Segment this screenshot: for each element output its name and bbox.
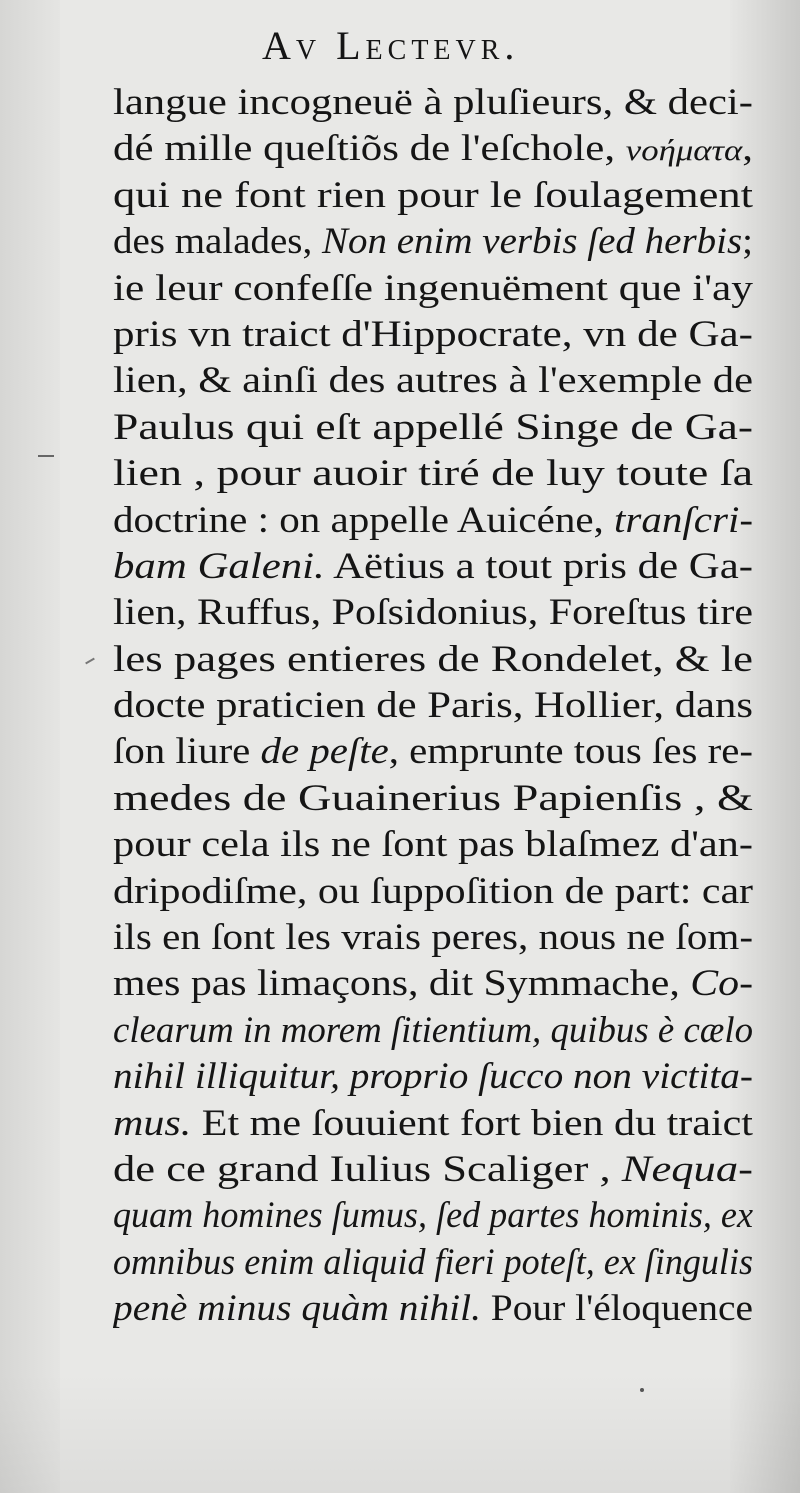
text-line (113, 1193, 763, 1239)
text-line (113, 358, 763, 404)
text-line (113, 822, 763, 868)
text-segment: Aëtius a tout pris de Ga- (324, 545, 753, 587)
margin-blemish (85, 658, 95, 665)
ink-speck (640, 1388, 644, 1392)
text-line (113, 126, 763, 172)
text-line (113, 544, 763, 590)
text-segment: lien, & ainſi des autres à l'exemple de (113, 360, 753, 402)
text-segment: docte praticien de Paris, Hollier, dans (113, 685, 753, 727)
text-line (113, 729, 763, 775)
text-line (113, 915, 763, 961)
text-line (113, 776, 763, 822)
text-segment: , (742, 128, 753, 170)
italic-text-segment: νοήματα (625, 134, 743, 168)
page-left-edge-shadow (0, 0, 60, 1493)
text-segment: langue incogneuë à pluſieurs, & deci- (113, 82, 753, 123)
text-line (113, 1286, 763, 1332)
text-segment: Pour l'éloquence (480, 1288, 753, 1330)
italic-text-segment: bam Galeni. (113, 545, 325, 587)
text-segment: ils en ſont les vrais peres, nous ne ſom- (113, 917, 753, 959)
text-line (113, 961, 763, 1007)
running-head: Av Lectevr. (262, 23, 520, 68)
text-line (113, 312, 763, 358)
text-line (113, 498, 763, 544)
page-bottom-shade (0, 1373, 800, 1493)
italic-text-segment: quam homines ſumus, ſed partes hominis, ex (113, 1195, 753, 1237)
text-line (113, 590, 763, 636)
text-segment: lien, Ruffus, Poſsidonius, Foreſtus tire (113, 592, 753, 634)
text-line (113, 219, 763, 265)
text-segment: Paulus qui eſt appellé Singe de Ga- (113, 406, 753, 448)
italic-text-segment: penè minus quàm nihil. (113, 1288, 481, 1330)
text-line (113, 266, 763, 312)
text-line (113, 1240, 763, 1286)
text-line (113, 683, 763, 729)
italic-text-segment: Nequa- (621, 1148, 753, 1190)
text-segment: doctrine : on appelle Auicéne, (113, 499, 615, 541)
text-line (113, 1054, 763, 1100)
text-segment: , emprunte tous ſes re- (388, 731, 753, 773)
italic-text-segment: mus. (113, 1102, 192, 1144)
text-segment: de ce grand Iulius Scaliger , (113, 1148, 622, 1190)
italic-text-segment: de peſte (260, 731, 389, 773)
italic-text-segment: clearum in morem ſitientium, quibus è cælo (113, 1009, 753, 1051)
italic-text-segment: Co- (690, 963, 753, 1005)
italic-text-segment: Non enim verbis ſed herbis (321, 221, 743, 263)
text-segment: des malades, (113, 221, 322, 263)
text-line (113, 80, 763, 126)
text-line (113, 173, 763, 219)
margin-blemish (38, 455, 54, 457)
text-line (113, 1101, 763, 1147)
text-segment: ie leur confeſſe ingenuëment que i'ay (113, 267, 753, 309)
text-segment: ; (742, 221, 753, 263)
text-line (113, 405, 763, 451)
text-segment: mes pas limaçons, dit Symmache, (113, 963, 691, 1005)
body-text (113, 80, 763, 1333)
text-segment: dripodiſme, ou ſuppoſition de part: car (113, 870, 753, 912)
text-segment: qui ne font rien pour le ſoulagement (113, 174, 753, 216)
text-line (113, 1008, 763, 1054)
text-segment: lien , pour auoir tiré de luy toute ſa (113, 453, 753, 495)
italic-text-segment: omnibus enim aliquid fieri poteſt, ex ſingulis (113, 1241, 753, 1283)
text-segment: dé mille queſtiõs de l'eſchole, (113, 128, 626, 170)
text-segment: pour cela ils ne ſont pas blaſmez d'an- (113, 824, 753, 866)
text-segment: ſon liure (113, 731, 261, 773)
italic-text-segment: nihil illiquitur, proprio ſucco non victita- (113, 1056, 753, 1098)
text-segment: les pages entieres de Rondelet, & le (113, 638, 753, 680)
text-segment: medes de Guainerius Papienſis , & (113, 777, 753, 819)
text-line (113, 637, 763, 683)
text-line (113, 869, 763, 915)
text-segment: pris vn traict d'Hippocrate, vn de Ga- (113, 313, 753, 355)
text-line (113, 1147, 763, 1193)
text-line (113, 451, 763, 497)
text-segment: Et me ſouuient fort bien du traict (191, 1102, 753, 1144)
italic-text-segment: tranſcri- (614, 499, 753, 541)
